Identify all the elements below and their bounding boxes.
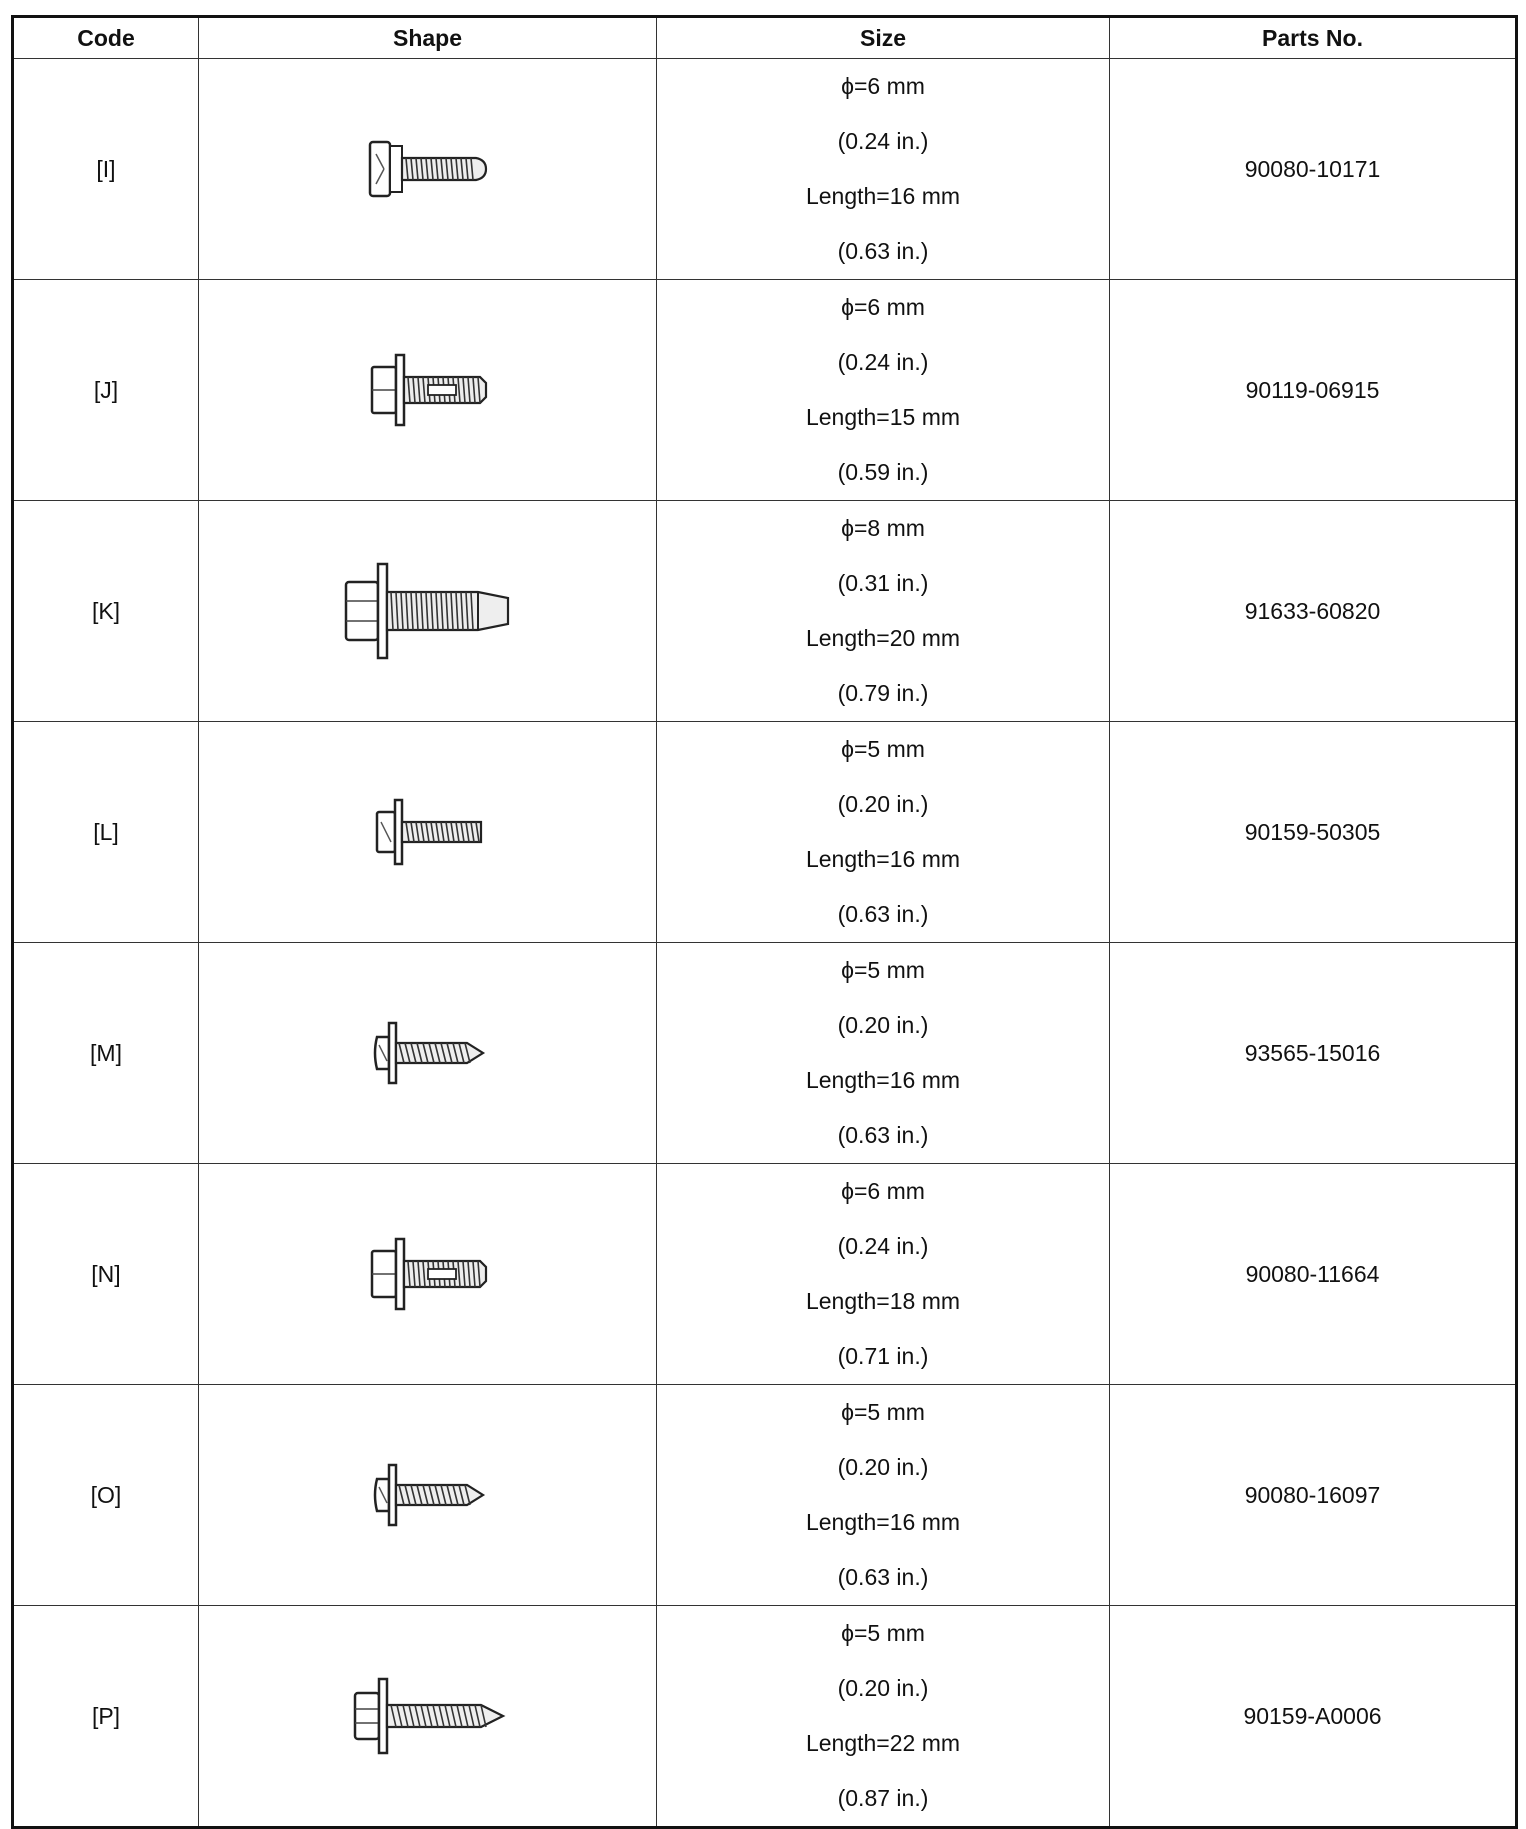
washer-bolt-icon — [199, 792, 656, 872]
shape-cell — [199, 1164, 657, 1385]
code-label: [N] — [91, 1260, 121, 1287]
size-cell — [657, 280, 1110, 501]
parts-no-cell — [1110, 59, 1517, 280]
code-label: [J] — [93, 376, 119, 403]
parts-no-cell — [1110, 1606, 1517, 1828]
parts-no-value: 90119-06915 — [1245, 376, 1380, 403]
header-code: Code — [13, 17, 199, 59]
diameter-in: (0.20 in.) — [837, 791, 929, 817]
parts-no-cell — [1110, 1164, 1517, 1385]
length-mm: Length=18 mm — [805, 1288, 961, 1314]
code-cell — [13, 1606, 199, 1828]
tapping-screw-icon — [199, 1013, 656, 1093]
diameter-mm: ϕ=8 mm — [841, 515, 925, 541]
length-mm: Length=16 mm — [805, 1509, 961, 1535]
size-cell — [657, 943, 1110, 1164]
table-row — [13, 1385, 1517, 1606]
shape-cell — [199, 501, 657, 722]
parts-no-value: 90159-50305 — [1244, 818, 1381, 845]
length-in: (0.63 in.) — [837, 1564, 929, 1590]
diameter-mm: ϕ=5 mm — [841, 1620, 925, 1646]
parts-no-value: 90080-11664 — [1245, 1260, 1380, 1287]
size-cell — [657, 501, 1110, 722]
code-cell — [13, 1164, 199, 1385]
size-cell — [657, 722, 1110, 943]
code-cell — [13, 501, 199, 722]
code-cell — [13, 943, 199, 1164]
length-in: (0.63 in.) — [837, 1122, 929, 1148]
code-label: [I] — [96, 155, 116, 182]
parts-no-cell — [1110, 501, 1517, 722]
diameter-in: (0.20 in.) — [837, 1675, 929, 1701]
washer-bolt-slotted-icon — [199, 345, 656, 435]
shape-cell — [199, 1606, 657, 1828]
parts-no-value: 91633-60820 — [1244, 597, 1381, 624]
diameter-in: (0.24 in.) — [837, 1233, 929, 1259]
diameter-mm: ϕ=5 mm — [841, 1399, 925, 1425]
table-row — [13, 1164, 1517, 1385]
table-row — [13, 722, 1517, 943]
washer-tapping-screw-icon — [199, 1671, 656, 1761]
diameter-mm: ϕ=5 mm — [841, 736, 925, 762]
shape-cell — [199, 59, 657, 280]
header-shape: Shape — [199, 17, 657, 59]
washer-bolt-slotted-icon — [199, 1229, 656, 1319]
code-cell — [13, 1385, 199, 1606]
parts-no-cell — [1110, 722, 1517, 943]
flange-bolt-icon — [199, 124, 656, 214]
header-row — [13, 17, 1517, 59]
code-label: [K] — [91, 597, 121, 624]
diameter-in: (0.24 in.) — [837, 349, 929, 375]
parts-no-value: 90080-16097 — [1244, 1481, 1381, 1508]
shape-cell — [199, 943, 657, 1164]
table-row — [13, 59, 1517, 280]
code-label: [P] — [91, 1702, 121, 1729]
header-size: Size — [657, 17, 1110, 59]
diameter-mm: ϕ=5 mm — [841, 957, 925, 983]
shape-cell — [199, 722, 657, 943]
parts-no-value: 93565-15016 — [1244, 1039, 1381, 1066]
length-mm: Length=20 mm — [805, 625, 961, 651]
diameter-in: (0.31 in.) — [837, 570, 929, 596]
code-cell — [13, 59, 199, 280]
table-row — [13, 501, 1517, 722]
parts-no-value: 90159-A0006 — [1243, 1702, 1382, 1729]
table-row — [13, 943, 1517, 1164]
length-in: (0.79 in.) — [837, 680, 929, 706]
parts-no-value: 90080-10171 — [1244, 155, 1381, 182]
length-mm: Length=16 mm — [805, 846, 961, 872]
code-label: [O] — [90, 1481, 122, 1508]
size-cell — [657, 1606, 1110, 1828]
length-in: (0.71 in.) — [837, 1343, 929, 1369]
length-in: (0.87 in.) — [837, 1785, 929, 1811]
length-mm: Length=16 mm — [805, 183, 961, 209]
tapping-screw-icon — [199, 1455, 656, 1535]
diameter-in: (0.20 in.) — [837, 1454, 929, 1480]
table-row — [13, 1606, 1517, 1828]
header-parts-no: Parts No. — [1110, 17, 1517, 59]
length-in: (0.63 in.) — [837, 238, 929, 264]
size-cell — [657, 1164, 1110, 1385]
washer-bolt-tapered-icon — [199, 556, 656, 666]
code-label: [L] — [93, 818, 119, 845]
size-cell — [657, 59, 1110, 280]
code-cell — [13, 722, 199, 943]
diameter-in: (0.20 in.) — [837, 1012, 929, 1038]
diameter-in: (0.24 in.) — [837, 128, 929, 154]
parts-no-cell — [1110, 280, 1517, 501]
parts-no-cell — [1110, 1385, 1517, 1606]
length-mm: Length=22 mm — [805, 1730, 961, 1756]
shape-cell — [199, 1385, 657, 1606]
length-mm: Length=16 mm — [805, 1067, 961, 1093]
code-label: [M] — [90, 1039, 122, 1066]
length-in: (0.63 in.) — [837, 901, 929, 927]
table-row — [13, 280, 1517, 501]
diameter-mm: ϕ=6 mm — [841, 294, 925, 320]
length-in: (0.59 in.) — [837, 459, 929, 485]
code-cell — [13, 280, 199, 501]
size-cell — [657, 1385, 1110, 1606]
parts-no-cell — [1110, 943, 1517, 1164]
length-mm: Length=15 mm — [805, 404, 961, 430]
diameter-mm: ϕ=6 mm — [841, 73, 925, 99]
diameter-mm: ϕ=6 mm — [841, 1178, 925, 1204]
fastener-table — [11, 15, 1518, 1829]
shape-cell — [199, 280, 657, 501]
